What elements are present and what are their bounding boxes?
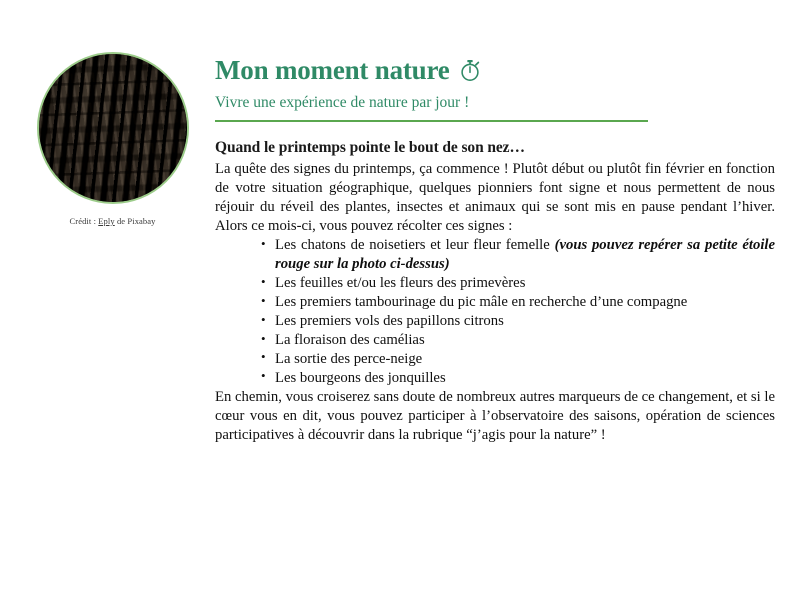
list-item <box>261 350 775 369</box>
list-item <box>261 236 775 274</box>
image-credit-link[interactable]: Eply <box>98 216 115 226</box>
list-item <box>261 293 775 312</box>
stopwatch-icon <box>459 58 481 82</box>
list-item-text: Les premiers vols des papillons citrons <box>275 313 504 330</box>
list-item <box>261 369 775 388</box>
list-item-text: Les chatons de noisetiers et leur fleur femelle <box>275 237 555 254</box>
list-item-text: La sortie des perce-neige <box>275 350 423 367</box>
list-item-text: Les premiers tambourinage du pic mâle en recherche d’une compagne <box>275 294 688 311</box>
list-item-text: Les bourgeons des jonquilles <box>275 369 446 386</box>
list-item <box>261 312 775 331</box>
article-outro-paragraph: En chemin, vous croiserez sans doute de nombreux autres marqueurs de ce changement, et si le cœur vous en dit, vous pouvez participer à l’observatoire des saisons, opération de sciences participatives à découvrir dans la rubrique “j’agis pour la nature” ! <box>215 388 775 443</box>
list-item <box>261 274 775 293</box>
page-subtitle: Vivre une expérience de nature par jour ! <box>215 94 470 112</box>
media-column <box>30 52 195 226</box>
tree-bark-photo <box>37 52 189 204</box>
tree-bark-texture <box>39 54 187 202</box>
article-intro-paragraph: La quête des signes du printemps, ça commence ! Plutôt début ou plutôt fin février en fonction de votre situation géographique, quelques pionniers font signe et nous permettent de nous réjouir du réveil des plantes, insectes et animaux qui se sont mis en pause pendant l’hiver. Alors ce mois-ci, vous pouvez récolter ces signes : <box>215 161 775 235</box>
list-item <box>261 331 775 350</box>
header-divider <box>215 120 648 122</box>
article-heading: Quand le printemps pointe le bout de son nez… <box>215 138 525 156</box>
list-item-text: La floraison des camélias <box>275 332 425 348</box>
list-item-note: (vous pouvez repérer sa petite étoile rouge sur la photo ci-dessus) <box>275 237 775 273</box>
image-credit <box>30 216 195 226</box>
image-credit-suffix: de Pixabay <box>114 216 156 226</box>
content-column <box>215 55 775 445</box>
list-item-text: Les feuilles et/ou les fleurs des primevères <box>275 275 526 292</box>
image-credit-prefix: Crédit : <box>69 216 99 226</box>
page-title-text: Mon moment nature <box>215 55 450 85</box>
signs-list <box>215 236 775 388</box>
page-title <box>215 55 775 85</box>
